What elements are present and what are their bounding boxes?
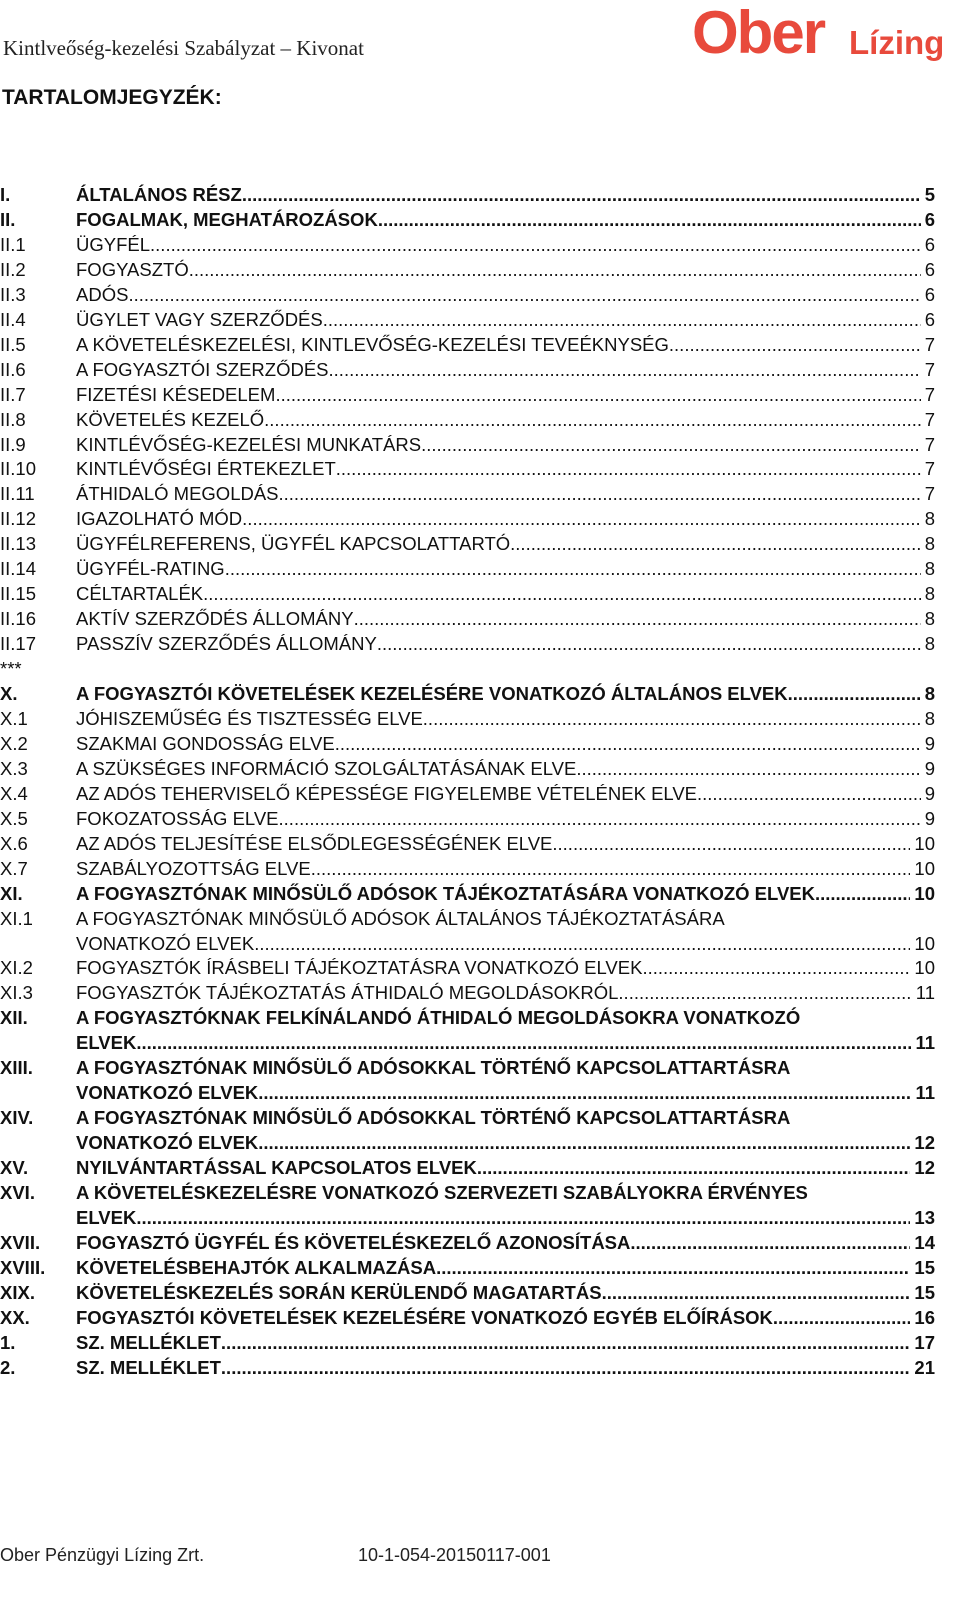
toc-entry — [0, 207, 960, 232]
toc-entry-title: SZ. MELLÉKLET — [76, 1331, 221, 1353]
toc-entry-title: KINTLÉVŐSÉG-KEZELÉSI MUNKATÁRS — [76, 433, 422, 455]
toc-dot-leader — [221, 1330, 911, 1355]
toc-entry-page: 11 — [915, 982, 935, 1004]
toc-entry-title: FOGYASZTÓ — [76, 258, 189, 280]
toc-entry-title: IGAZOLHATÓ MÓD — [76, 508, 243, 530]
toc-dot-leader — [510, 531, 921, 556]
toc-dot-leader — [354, 606, 921, 631]
toc-entry-page: 13 — [914, 1206, 935, 1228]
footer-document-code: 10-1-054-20150117-001 — [358, 1545, 551, 1565]
toc-entry-page: 10 — [914, 857, 935, 879]
toc-entry-line — [76, 357, 935, 382]
toc-entry-line — [76, 806, 935, 831]
toc-entry-title: KÖVETELÉSKEZELÉS SORÁN KERÜLENDŐ MAGATARTÁS — [76, 1281, 602, 1303]
toc-dot-leader — [275, 382, 920, 407]
toc-dot-leader — [642, 955, 910, 980]
toc-entry-page: 11 — [915, 1032, 935, 1054]
toc-entry-number: XIV. — [0, 1107, 34, 1129]
toc-entry — [0, 1055, 960, 1080]
toc-entry-number: 1. — [0, 1331, 16, 1353]
toc-dot-leader — [264, 407, 921, 432]
toc-entry-page: 7 — [924, 333, 935, 355]
toc-entry — [0, 382, 960, 407]
toc-dot-leader — [150, 232, 921, 257]
toc-entry — [0, 506, 960, 531]
toc-dot-leader — [311, 856, 911, 881]
toc-entry-line — [76, 856, 935, 881]
toc-entry-line — [76, 232, 935, 257]
toc-entry-title: ÁTHIDALÓ MEGOLDÁS — [76, 483, 279, 505]
toc-entry-page: 8 — [924, 508, 935, 530]
toc-entry-title: FOGYASZTÓ ÜGYFÉL ÉS KÖVETELÉSKEZELŐ AZONOSÍTÁSA — [76, 1231, 631, 1253]
toc-entry-title: FOKOZATOSSÁG ELVE — [76, 807, 279, 829]
toc-entry-title: AZ ADÓS TEHERVISELŐ KÉPESSÉGE FIGYELEMBE VÉTELÉNEK ELVE — [76, 782, 698, 804]
toc-entry-page: 12 — [914, 1132, 935, 1154]
toc-entry — [0, 980, 960, 1005]
toc-entry-line — [76, 307, 935, 332]
toc-entry-continuation — [0, 1130, 960, 1155]
toc-entry-number: XII. — [0, 1007, 28, 1029]
toc-entry-line — [76, 1030, 935, 1055]
toc-dot-leader — [618, 980, 911, 1005]
toc-dot-leader — [258, 1080, 911, 1105]
toc-entry-line — [76, 481, 935, 506]
toc-dot-leader — [602, 1280, 911, 1305]
toc-entry-title-continued: VONATKOZÓ ELVEK — [76, 1082, 259, 1104]
toc-entry-line — [76, 706, 935, 731]
toc-entry-title-continued: ELVEK — [76, 1206, 137, 1228]
toc-dot-leader — [423, 706, 921, 731]
toc-separator: *** — [0, 658, 22, 680]
toc-entry-line — [76, 1155, 935, 1180]
toc-entry-title: KÖVETELÉSBEHAJTÓK ALKALMAZÁSA — [76, 1256, 437, 1278]
toc-entry-page: 15 — [914, 1281, 935, 1303]
toc-entry-page: 9 — [924, 807, 935, 829]
toc-dot-leader — [697, 781, 921, 806]
toc-entry-page: 7 — [924, 358, 935, 380]
toc-entry-page: 6 — [924, 208, 935, 230]
toc-entry-page: 8 — [924, 683, 935, 704]
toc-entry-page: 14 — [914, 1231, 935, 1253]
toc-entry-line — [76, 581, 935, 606]
toc-entry-number: XVII. — [0, 1231, 41, 1253]
toc-entry-title: FOGYASZTÓI KÖVETELÉSEK KEZELÉSÉRE VONATKOZÓ EGYÉB ELŐÍRÁSOK — [76, 1306, 773, 1328]
toc-dot-leader — [242, 182, 921, 207]
toc-entry-number: XIII. — [0, 1057, 33, 1079]
toc-entry-title: A FOGYASZTÓNAK MINŐSÜLŐ ADÓSOK ÁLTALÁNOS TÁJÉKOZTATÁSÁRA — [76, 907, 725, 929]
toc-entry-title: SZABÁLYOZOTTSÁG ELVE — [76, 857, 311, 879]
toc-entry-title: A FOGYASZTÓNAK MINŐSÜLŐ ADÓSOKKAL TÖRTÉNŐ KAPCSOLATTARTÁSRA — [76, 1107, 791, 1129]
toc-entry-line — [76, 1255, 935, 1280]
toc-entry-number: XV. — [0, 1157, 29, 1179]
toc-entry-title: JÓHISZEMŰSÉG ÉS TISZTESSÉG ELVE — [76, 707, 423, 729]
toc-dot-leader — [815, 881, 910, 906]
toc-entry-title: A FOGYASZTÓI SZERZŐDÉS — [76, 358, 329, 380]
toc-entry-page: 8 — [924, 558, 935, 580]
toc-entry — [0, 531, 960, 556]
toc-entry-title: ÜGYLET VAGY SZERZŐDÉS — [76, 308, 323, 330]
toc-entry-number: II.3 — [0, 283, 26, 305]
toc-dot-leader — [225, 556, 921, 581]
toc-entry-number: II. — [0, 208, 16, 230]
toc-entry-line — [76, 1355, 935, 1380]
toc-entry-line — [76, 756, 935, 781]
toc-entry-line — [76, 257, 935, 282]
toc-entry — [0, 806, 960, 831]
toc-entry-page: 11 — [915, 1082, 935, 1104]
toc-entry-line — [76, 606, 935, 631]
toc-entry-page: 15 — [914, 1256, 935, 1278]
toc-entry-title: AKTÍV SZERZŐDÉS ÁLLOMÁNY — [76, 608, 354, 630]
toc-entry-page: 8 — [924, 633, 935, 655]
toc-entry-continuation — [0, 1080, 960, 1105]
toc-entry-line — [76, 332, 935, 357]
document-header-title: Kintlveőség-kezelési Szabályzat – Kivonat — [3, 36, 364, 60]
toc-entry-line — [76, 1080, 935, 1105]
toc-entry-number: X.2 — [0, 732, 28, 754]
toc-entry-title: SZAKMAI GONDOSSÁG ELVE — [76, 732, 335, 754]
toc-entry-page: 9 — [924, 732, 935, 754]
toc-entry-number: X.3 — [0, 757, 28, 779]
toc-entry — [0, 307, 960, 332]
toc-entry-title: A FOGYASZTÓNAK MINŐSÜLŐ ADÓSOKKAL TÖRTÉNŐ KAPCSOLATTARTÁSRA — [76, 1057, 791, 1079]
toc-entry-line — [76, 182, 935, 207]
toc-entry-page: 10 — [914, 957, 935, 979]
toc-entry-title: A FOGYASZTÓI KÖVETELÉSEK KEZELÉSÉRE VONATKOZÓ ÁLTALÁNOS ELVEK — [76, 683, 788, 704]
toc-entry — [0, 606, 960, 631]
toc-entry-title: NYILVÁNTARTÁSSAL KAPCSOLATOS ELVEK — [76, 1157, 477, 1179]
toc-entry — [0, 731, 960, 756]
toc-dot-leader — [279, 806, 921, 831]
toc-entry — [0, 1330, 960, 1355]
toc-entry-page: 6 — [924, 233, 935, 255]
toc-entry — [0, 407, 960, 432]
toc-entry — [0, 232, 960, 257]
toc-entry-number: II.6 — [0, 358, 26, 380]
toc-entry-number: XI.2 — [0, 957, 33, 979]
page-footer — [0, 1545, 960, 1569]
toc-entry-line — [76, 631, 935, 656]
toc-entry-title: ÜGYFÉLREFERENS, ÜGYFÉL KAPCSOLATTARTÓ — [76, 533, 511, 555]
toc-entry-title: FOGYASZTÓK ÍRÁSBELI TÁJÉKOZTATÁSRA VONATKOZÓ ELVEK — [76, 957, 643, 979]
toc-dot-leader — [436, 1255, 910, 1280]
toc-dot-leader — [773, 1305, 911, 1330]
toc-entry — [0, 1305, 960, 1330]
toc-entry-line — [76, 1330, 935, 1355]
toc-entry-line — [76, 781, 935, 806]
toc-entry-title: A FOGYASZTÓNAK MINŐSÜLŐ ADÓSOK TÁJÉKOZTATÁSÁRA VONATKOZÓ ELVEK — [76, 882, 815, 904]
toc-entry-number: II.2 — [0, 258, 26, 280]
toc-entry — [0, 556, 960, 581]
toc-entry-line — [76, 931, 935, 956]
toc-dot-leader — [377, 631, 921, 656]
toc-entry-number: II.8 — [0, 408, 26, 430]
toc-entry-page: 17 — [914, 1331, 935, 1353]
toc-entry-number: II.12 — [0, 508, 36, 530]
toc-entry-line — [76, 407, 935, 432]
toc-entry-continuation — [0, 1030, 960, 1055]
toc-entry-page: 7 — [924, 458, 935, 480]
toc-entry — [0, 681, 960, 706]
toc-entry-number: I. — [0, 184, 11, 205]
toc-entry-number: II.7 — [0, 383, 26, 405]
toc-entry-title: PASSZÍV SZERZŐDÉS ÁLLOMÁNY — [76, 633, 377, 655]
toc-entry — [0, 581, 960, 606]
toc-entry-number: 2. — [0, 1356, 16, 1378]
toc-entry — [0, 182, 960, 207]
toc-entry-page: 8 — [924, 707, 935, 729]
toc-entry-page: 8 — [924, 533, 935, 555]
toc-entry-page: 8 — [924, 583, 935, 605]
toc-dot-leader — [189, 257, 921, 282]
toc-dot-leader — [254, 931, 910, 956]
toc-dot-leader — [335, 731, 921, 756]
toc-entry — [0, 955, 960, 980]
toc-entry-number: XVI. — [0, 1182, 35, 1203]
toc-entry-line — [76, 980, 935, 1005]
toc-entry-number: XIX. — [0, 1281, 35, 1303]
toc-entry-number: II.5 — [0, 333, 26, 355]
toc-entry-title-continued: VONATKOZÓ ELVEK — [76, 932, 255, 954]
toc-entry-number: X. — [0, 683, 18, 704]
toc-entry-title: A KÖVETELÉSKEZELÉSI, KINTLEVŐSÉG-KEZELÉSI TEVEÉKNYSÉG — [76, 333, 669, 355]
toc-entry-continuation — [0, 931, 960, 956]
toc-entry-line — [76, 1130, 935, 1155]
toc-entry-number: II.11 — [0, 483, 35, 505]
toc-entry-title: KINTLÉVŐSÉGI ÉRTEKEZLET — [76, 458, 336, 480]
toc-entry-line — [76, 731, 935, 756]
toc-heading: TARTALOMJEGYZÉK: — [2, 86, 222, 109]
toc-entry — [0, 906, 960, 931]
toc-entry-number: II.4 — [0, 308, 26, 330]
toc-entry-title: CÉLTARTALÉK — [76, 583, 204, 605]
toc-entry-line — [76, 207, 935, 232]
toc-dot-leader — [669, 332, 921, 357]
toc-dot-leader — [136, 1205, 910, 1230]
toc-entry-title: FIZETÉSI KÉSEDELEM — [76, 383, 276, 405]
toc-entry-line — [76, 556, 935, 581]
toc-entry — [0, 332, 960, 357]
logo-sub-text: Lízing — [849, 24, 945, 61]
toc-entry-line — [76, 1280, 935, 1305]
ober-lizing-logo — [692, 0, 960, 70]
toc-entry-line — [76, 506, 935, 531]
toc-entry-title: A KÖVETELÉSKEZELÉSRE VONATKOZÓ SZERVEZETI SZABÁLYOKRA ÉRVÉNYES — [76, 1182, 808, 1203]
toc-entry-line — [76, 456, 935, 481]
toc-entry-number: XVIII. — [0, 1256, 46, 1278]
toc-entry-page: 9 — [924, 757, 935, 779]
toc-entry-page: 7 — [924, 383, 935, 405]
toc-dot-leader — [329, 357, 921, 382]
toc-entry-page: 16 — [914, 1306, 935, 1328]
toc-entry-line — [76, 282, 935, 307]
toc-entry-line — [76, 881, 935, 906]
toc-entry-number: XI. — [0, 882, 23, 904]
toc-dot-leader — [378, 207, 921, 232]
toc-entry-number: II.14 — [0, 558, 36, 580]
toc-entry-number: XI.3 — [0, 982, 33, 1004]
toc-entry-page: 6 — [924, 283, 935, 305]
toc-entry-number: II.9 — [0, 433, 26, 455]
toc-entry-page: 5 — [924, 184, 935, 205]
toc-entry-number: II.1 — [0, 233, 26, 255]
toc-entry-number: II.17 — [0, 633, 36, 655]
toc-entry-page: 12 — [914, 1157, 935, 1179]
footer-company: Ober Pénzügyi Lízing Zrt. — [0, 1545, 205, 1565]
toc-dot-leader — [336, 456, 921, 481]
toc-entry — [0, 1280, 960, 1305]
toc-entry — [0, 831, 960, 856]
toc-entry-line — [76, 1305, 935, 1330]
toc-entry-number: X.5 — [0, 807, 28, 829]
toc-dot-leader — [788, 681, 921, 706]
toc-entry — [0, 881, 960, 906]
toc-entry — [0, 756, 960, 781]
toc-entry-title: FOGYASZTÓK TÁJÉKOZTATÁS ÁTHIDALÓ MEGOLDÁSOKRÓL — [76, 982, 619, 1004]
toc-entry — [0, 1255, 960, 1280]
toc-dot-leader — [203, 581, 921, 606]
toc-entry — [0, 856, 960, 881]
toc-entry-page: 8 — [924, 608, 935, 630]
toc-entry — [0, 1180, 960, 1205]
toc-entry-title: ÁLTALÁNOS RÉSZ — [76, 184, 242, 205]
toc-entry-line — [76, 955, 935, 980]
toc-entry — [0, 257, 960, 282]
toc-entry-line — [76, 382, 935, 407]
toc-entry — [0, 1155, 960, 1180]
toc-entry — [0, 282, 960, 307]
toc-entry — [0, 1105, 960, 1130]
toc-dot-leader — [323, 307, 921, 332]
toc-dot-leader — [421, 432, 921, 457]
toc-entry-page: 6 — [924, 308, 935, 330]
toc-entry-title-continued: VONATKOZÓ ELVEK — [76, 1132, 259, 1154]
toc-entry-page: 7 — [924, 483, 935, 505]
toc-entry-number: X.7 — [0, 857, 28, 879]
toc-entry — [0, 1005, 960, 1030]
toc-entry-title: ADÓS — [76, 283, 129, 305]
toc-entry — [0, 706, 960, 731]
toc-entry-line — [76, 1230, 935, 1255]
toc-entry-page: 10 — [914, 932, 935, 954]
toc-entry — [0, 357, 960, 382]
toc-entry-number: II.13 — [0, 533, 36, 555]
toc-entry — [0, 432, 960, 457]
toc-dot-leader — [258, 1130, 910, 1155]
toc-entry-title-continued: ELVEK — [76, 1032, 137, 1054]
toc-entry-number: XI.1 — [0, 907, 33, 929]
toc-entry-page: 7 — [924, 408, 935, 430]
toc-entry — [0, 1355, 960, 1380]
toc-entry-page: 10 — [914, 882, 935, 904]
toc-entry-title: SZ. MELLÉKLET — [76, 1356, 221, 1378]
toc-entry-page: 10 — [914, 832, 935, 854]
toc-entry-title: AZ ADÓS TELJESÍTÉSE ELSŐDLEGESSÉGÉNEK ELVE — [76, 832, 553, 854]
logo-brand-text: Ober — [692, 0, 825, 66]
toc-entry-line — [76, 432, 935, 457]
toc-entry-continuation — [0, 1205, 960, 1230]
toc-dot-leader — [552, 831, 910, 856]
toc-dot-leader — [136, 1030, 911, 1055]
toc-entry-title: FOGALMAK, MEGHATÁROZÁSOK — [76, 208, 378, 230]
toc-entry-line — [76, 681, 935, 706]
toc-entry-line — [76, 1205, 935, 1230]
toc-entry-line — [76, 831, 935, 856]
toc-entry-number: II.10 — [0, 458, 36, 480]
toc-dot-leader — [221, 1355, 911, 1380]
toc-entry — [0, 456, 960, 481]
toc-entry-title: A FOGYASZTÓKNAK FELKÍNÁLANDÓ ÁTHIDALÓ MEGOLDÁSOKRA VONATKOZÓ — [76, 1007, 801, 1029]
toc-dot-leader — [128, 282, 920, 307]
toc-entry-title: A SZÜKSÉGES INFORMÁCIÓ SZOLGÁLTATÁSÁNAK ELVE — [76, 757, 577, 779]
toc-dot-leader — [477, 1155, 911, 1180]
toc-dot-leader — [576, 756, 920, 781]
toc-entry — [0, 481, 960, 506]
toc-dot-leader — [242, 506, 921, 531]
toc-entry — [0, 781, 960, 806]
toc-entry-number: II.15 — [0, 583, 36, 605]
toc-entry-page: 21 — [914, 1356, 935, 1378]
toc-entry-title: ÜGYFÉL — [76, 233, 151, 255]
toc-dot-leader — [279, 481, 921, 506]
toc-entry-number: X.1 — [0, 707, 28, 729]
toc-entry-page: 7 — [924, 433, 935, 455]
toc-entry-number: X.6 — [0, 832, 28, 854]
toc-entry-title: KÖVETELÉS KEZELŐ — [76, 408, 265, 430]
toc-entry-number: X.4 — [0, 782, 28, 804]
toc-entry-line — [76, 531, 935, 556]
toc-entry — [0, 1230, 960, 1255]
toc-entry-page: 9 — [924, 782, 935, 804]
toc-entry-number: II.16 — [0, 608, 36, 630]
toc-entry-page: 6 — [924, 258, 935, 280]
toc-entry-number: XX. — [0, 1306, 30, 1328]
toc-dot-leader — [630, 1230, 910, 1255]
toc-entry-title: ÜGYFÉL-RATING — [76, 558, 225, 580]
toc-entry — [0, 631, 960, 656]
